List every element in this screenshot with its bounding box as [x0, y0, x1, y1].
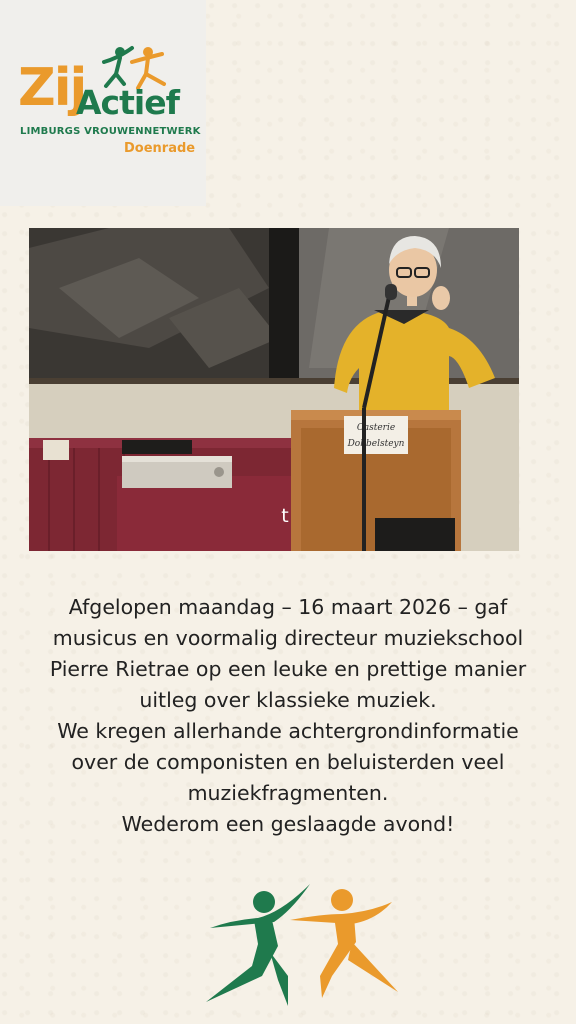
caption-line: muziekfragmenten. [187, 781, 389, 805]
video-subtitle-fragment: t [281, 505, 289, 527]
caption-line: Afgelopen maandag – 16 maart 2026 – gaf [68, 595, 508, 619]
event-caption [10, 592, 566, 840]
event-photo [29, 228, 519, 551]
logo-brand-actief: Actief [76, 83, 179, 122]
caption-line: Pierre Rietrae op een leuke en prettige manier [49, 657, 527, 681]
lectern-sign-line2: Dobbelsteyn [347, 439, 405, 449]
logo [0, 0, 206, 206]
logo-brand-zij: Zij [18, 58, 86, 118]
caption-line: musicus en voormalig directeur muziekschool [52, 626, 524, 650]
two-dancing-figures-icon [192, 880, 402, 1010]
caption-line: over de componisten en beluisterden veel [71, 750, 505, 774]
caption-line: We kregen allerhande achtergrondinformatie [57, 719, 519, 743]
caption-line: Wederom een geslaagde avond! [121, 812, 455, 836]
caption-line: uitleg over klassieke muziek. [139, 688, 437, 712]
logo-place: Doenrade [124, 141, 196, 156]
logo-subtitle: LIMBURGS VROUWENNETWERK [20, 126, 201, 137]
lectern-sign-line1: Casterie [356, 423, 396, 433]
